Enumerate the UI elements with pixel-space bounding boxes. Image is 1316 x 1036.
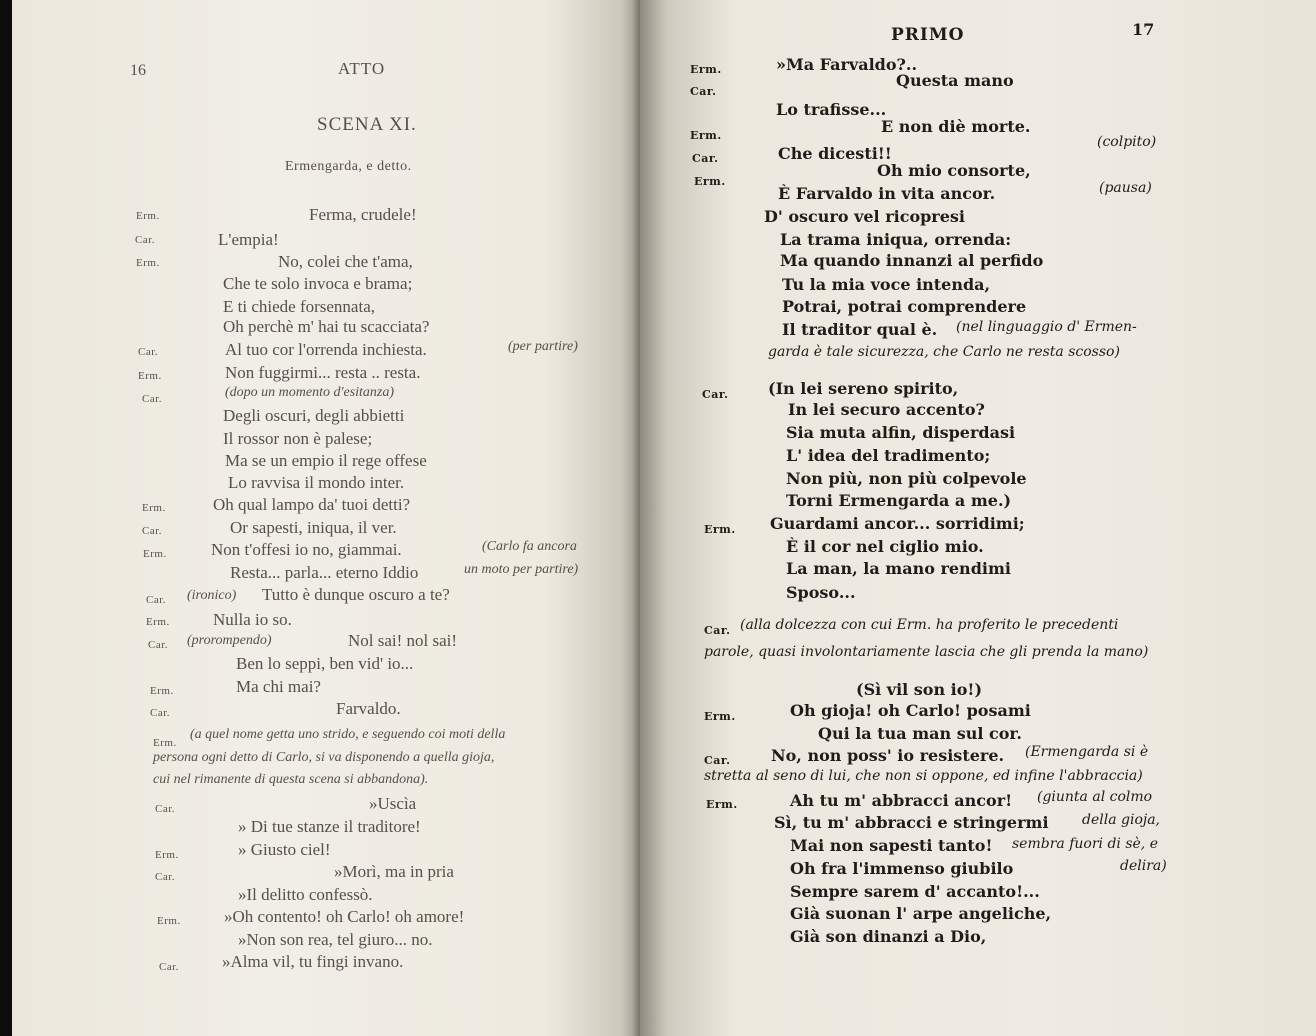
stage-direction: delira)	[1120, 858, 1167, 874]
speaker: Car.	[159, 961, 180, 973]
speaker: Erm.	[157, 915, 181, 927]
verse-line: Nulla io so.	[213, 610, 292, 629]
verse-line: »Uscìa	[369, 794, 417, 813]
verse-line: Mai non sapesti tanto!	[790, 836, 993, 855]
verse-line: »Il delitto confessò.	[238, 885, 373, 904]
verse-line: Tutto è dunque oscuro a te?	[262, 585, 450, 604]
page-number: 17	[1132, 20, 1155, 39]
verse-line: Questa mano	[896, 71, 1014, 90]
speaker: Car.	[135, 234, 156, 246]
verse-line: L' idea del tradimento;	[786, 446, 991, 465]
verse-line: Oh perchè m' hai tu scacciata?	[223, 317, 430, 336]
verse-line: Già suonan l' arpe angeliche,	[790, 904, 1052, 923]
speaker: Car.	[142, 525, 163, 537]
verse-line: Resta... parla... eterno Iddio	[230, 563, 419, 582]
verse-line: Il rossor non è palese;	[223, 429, 373, 448]
verse-line: Sempre sarem d' accanto!...	[790, 882, 1040, 901]
verse-line: Farvaldo.	[336, 699, 401, 718]
speaker: Car.	[148, 639, 169, 651]
stage-direction: (prorompendo)	[187, 633, 272, 648]
verse-line: Il traditor qual è.	[782, 320, 938, 339]
verse-line: Or sapesti, iniqua, il ver.	[230, 518, 397, 537]
stage-direction: (nel linguaggio d' Ermen-	[956, 319, 1137, 335]
verse-line: No, colei che t'ama,	[278, 252, 413, 271]
verse-line: Oh gioja! oh Carlo! posami	[790, 701, 1031, 720]
speaker: Erm.	[704, 523, 736, 536]
verse-line: No, non poss' io resistere.	[771, 746, 1005, 765]
stage-direction: (dopo un momento d'esitanza)	[225, 385, 395, 400]
verse-line: Oh qual lampo da' tuoi detti?	[213, 495, 411, 514]
verse-line: Che te solo invoca e brama;	[223, 274, 413, 293]
speaker: Erm.	[146, 616, 170, 628]
speaker: Erm.	[136, 210, 160, 222]
verse-line: Lo trafisse...	[776, 100, 887, 119]
verse-line: Potrai, potrai comprendere	[782, 297, 1027, 316]
verse-line: Sì, tu m' abbracci e stringermi	[774, 813, 1049, 832]
stage-direction: (ironico)	[187, 588, 237, 603]
stage-direction: (per partire)	[508, 339, 578, 354]
speaker: Erm.	[690, 129, 722, 142]
speaker: Erm.	[153, 737, 177, 749]
verse-line: L'empia!	[218, 230, 279, 249]
verse-line: (In lei sereno spirito,	[768, 379, 959, 398]
speaker: Erm.	[143, 548, 167, 560]
stage-direction: della gioja,	[1082, 812, 1161, 828]
verse-line: »Ma Farvaldo?..	[776, 55, 918, 74]
speaker: Car.	[146, 594, 167, 606]
speaker: Car.	[704, 754, 731, 767]
verse-line: Nol sai! nol sai!	[348, 631, 458, 650]
verse-line: Ma quando innanzi al perfido	[780, 251, 1044, 270]
verse-line: (Sì vil son io!)	[856, 680, 983, 699]
stage-direction: garda è tale sicurezza, che Carlo ne resta scosso)	[768, 344, 1120, 360]
stage-direction: (pausa)	[1099, 180, 1152, 196]
speaker: Car.	[150, 707, 171, 719]
running-head: PRIMO	[891, 25, 965, 45]
verse-line: Sposo...	[786, 583, 856, 602]
speaker: Erm.	[138, 370, 162, 382]
verse-line: Oh fra l'immenso giubilo	[790, 859, 1014, 878]
verse-line: La man, la mano rendimi	[786, 559, 1011, 578]
stage-direction: (a quel nome getta uno strido, e seguendo coi moti della	[190, 727, 506, 742]
speaker: Car.	[704, 624, 731, 637]
verse-line: Ben lo seppi, ben vid' io...	[236, 654, 414, 673]
scene-title: SCENA XI.	[317, 114, 417, 135]
verse-line: Al tuo cor l'orrenda inchiesta.	[225, 340, 427, 359]
verse-line: In lei securo accento?	[788, 400, 985, 419]
speaker: Car.	[155, 871, 176, 883]
speaker: Erm.	[136, 257, 160, 269]
verse-line: Degli oscuri, degli abbietti	[223, 406, 405, 425]
stage-direction: sembra fuori di sè, e	[1012, 836, 1158, 852]
verse-line: »Alma vil, tu fingi invano.	[222, 952, 404, 971]
verse-line: Ferma, crudele!	[309, 205, 417, 224]
speaker: Car.	[138, 346, 159, 358]
speaker: Car.	[702, 388, 729, 401]
verse-line: La trama iniqua, orrenda:	[780, 230, 1012, 249]
verse-line: Non t'offesi io no, giammai.	[211, 540, 402, 559]
verse-line: »Morì, ma in pria	[334, 862, 454, 881]
stage-direction: (Ermengarda si è	[1025, 744, 1149, 760]
left-page	[12, 0, 640, 1036]
stage-direction: persona ogni detto di Carlo, si va disponendo a quella gioja,	[153, 750, 495, 765]
stage-direction: (colpito)	[1097, 134, 1157, 150]
speaker: Car.	[142, 393, 163, 405]
verse-line: Che dicesti!!	[778, 144, 892, 163]
verse-line: E ti chiede forsennata,	[223, 297, 375, 316]
verse-line: Non fuggirmi... resta .. resta.	[225, 363, 421, 382]
verse-line: Non più, non più colpevole	[786, 469, 1027, 488]
stage-direction: cui nel rimanente di questa scena si abbandona).	[153, 772, 429, 787]
speaker: Erm.	[142, 502, 166, 514]
speaker: Erm.	[704, 710, 736, 723]
verse-line: Oh mio consorte,	[877, 161, 1031, 180]
verse-line: Tu la mia voce intenda,	[782, 275, 991, 294]
speaker: Car.	[155, 803, 176, 815]
verse-line: » Giusto ciel!	[238, 840, 331, 859]
speaker: Erm.	[706, 798, 738, 811]
verse-line: »Oh contento! oh Carlo! oh amore!	[224, 907, 465, 926]
right-page	[640, 0, 1316, 1036]
speaker: Erm.	[150, 685, 174, 697]
verse-line: È il cor nel ciglio mio.	[786, 537, 984, 556]
stage-direction: un moto per partire)	[464, 562, 579, 577]
running-head: ATTO	[338, 59, 386, 78]
page-number: 16	[130, 62, 146, 79]
verse-line: Lo ravvisa il mondo inter.	[228, 473, 405, 492]
verse-line: »Non son rea, tel giuro... no.	[238, 930, 433, 949]
verse-line: Guardami ancor... sorridimi;	[770, 514, 1025, 533]
speaker: Erm.	[694, 175, 726, 188]
stage-direction: stretta al seno di lui, che non si oppone, ed infine l'abbraccia)	[704, 768, 1143, 784]
stage-direction: parole, quasi involontariamente lascia che gli prenda la mano)	[704, 644, 1149, 660]
stage-direction: (giunta al colmo	[1037, 789, 1153, 805]
verse-line: Torni Ermengarda a me.)	[786, 491, 1012, 510]
verse-line: Qui la tua man sul cor.	[818, 724, 1022, 743]
verse-line: Ah tu m' abbracci ancor!	[790, 791, 1013, 810]
speaker: Car.	[690, 85, 717, 98]
stage-direction: (alla dolcezza con cui Erm. ha proferito le precedenti	[740, 617, 1119, 633]
cast-line: Ermengarda, e detto.	[285, 159, 412, 174]
verse-line: Ma se un empio il rege offese	[225, 451, 427, 470]
speaker: Car.	[692, 152, 719, 165]
verse-line: Già son dinanzi a Dio,	[790, 927, 987, 946]
verse-line: E non diè morte.	[881, 117, 1031, 136]
speaker: Erm.	[690, 63, 722, 76]
verse-line: » Di tue stanze il traditore!	[238, 817, 421, 836]
stage-direction: (Carlo fa ancora	[482, 539, 577, 554]
verse-line: Ma chi mai?	[236, 677, 321, 696]
verse-line: Sia muta alfin, disperdasi	[786, 423, 1016, 442]
speaker: Erm.	[155, 849, 179, 861]
verse-line: D' oscuro vel ricopresi	[764, 207, 965, 226]
verse-line: È Farvaldo in vita ancor.	[778, 184, 996, 203]
